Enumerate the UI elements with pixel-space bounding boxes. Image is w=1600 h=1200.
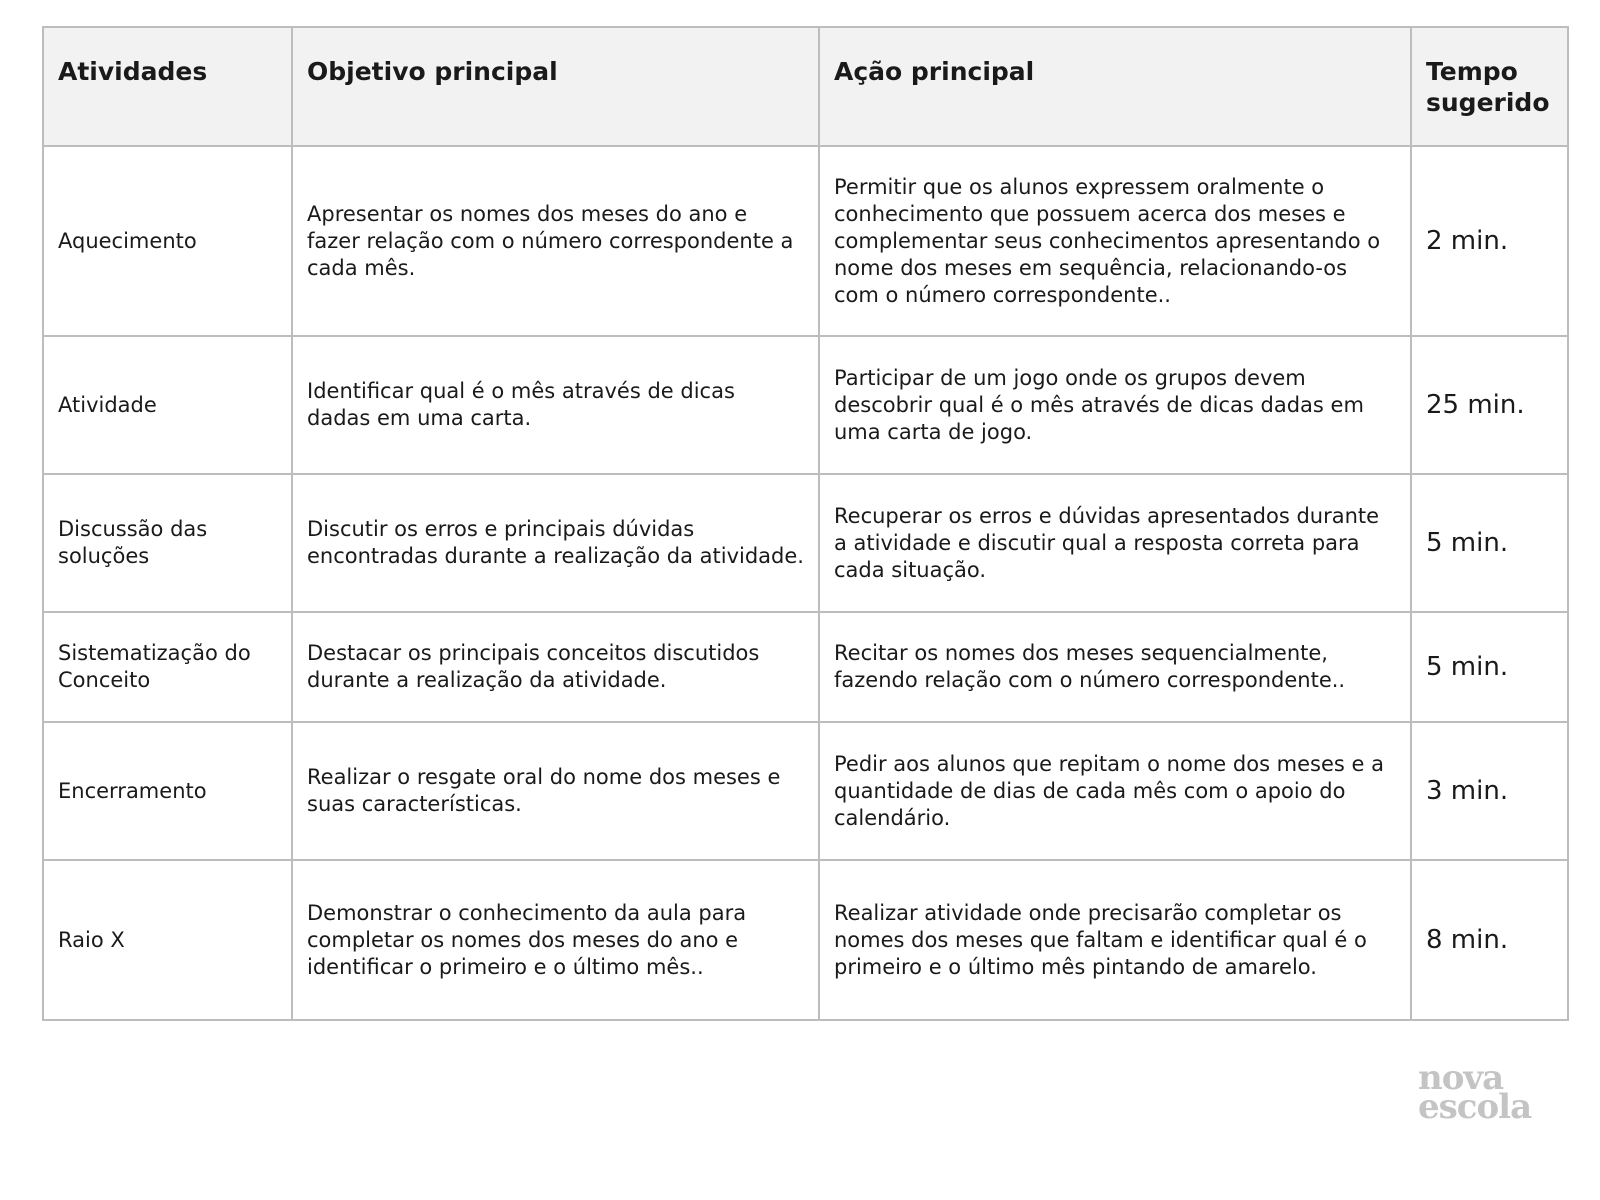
cell-objetivo: Demonstrar o conhecimento da aula para completar os nomes dos meses do ano e identificar o primeiro e o último mês.. <box>292 860 819 1020</box>
table-row <box>43 722 1568 860</box>
cell-tempo: 3 min. <box>1411 722 1568 860</box>
header-acao-principal: Ação principal <box>819 27 1411 146</box>
cell-tempo: 5 min. <box>1411 612 1568 722</box>
lesson-plan-table <box>42 26 1569 1021</box>
cell-objetivo: Destacar os principais conceitos discutidos durante a realização da atividade. <box>292 612 819 722</box>
nova-escola-logo <box>1418 1058 1538 1127</box>
cell-tempo: 5 min. <box>1411 474 1568 612</box>
table-row <box>43 612 1568 722</box>
cell-objetivo: Apresentar os nomes dos meses do ano e fazer relação com o número correspondente a cada mês. <box>292 146 819 336</box>
cell-atividade: Atividade <box>43 336 292 474</box>
cell-atividade: Aquecimento <box>43 146 292 336</box>
table-row <box>43 474 1568 612</box>
logo-line-2: escola <box>1418 1087 1532 1127</box>
cell-tempo: 8 min. <box>1411 860 1568 1020</box>
cell-atividade: Discussão das soluções <box>43 474 292 612</box>
header-tempo-sugerido: Tempo sugerido <box>1411 27 1568 146</box>
cell-acao: Realizar atividade onde precisarão completar os nomes dos meses que faltam e identificar qual é o primeiro e o último mês pintando de amarelo. <box>819 860 1411 1020</box>
cell-objetivo: Discutir os erros e principais dúvidas encontradas durante a realização da atividade. <box>292 474 819 612</box>
cell-objetivo: Identificar qual é o mês através de dicas dadas em uma carta. <box>292 336 819 474</box>
header-objetivo-principal: Objetivo principal <box>292 27 819 146</box>
cell-atividade: Sistematização do Conceito <box>43 612 292 722</box>
cell-objetivo: Realizar o resgate oral do nome dos meses e suas características. <box>292 722 819 860</box>
logo-line-1: nova <box>1418 1058 1504 1098</box>
table-row <box>43 336 1568 474</box>
cell-atividade: Encerramento <box>43 722 292 860</box>
cell-acao: Recuperar os erros e dúvidas apresentados durante a atividade e discutir qual a resposta correta para cada situação. <box>819 474 1411 612</box>
cell-acao: Recitar os nomes dos meses sequencialmente, fazendo relação com o número correspondente.. <box>819 612 1411 722</box>
cell-tempo: 25 min. <box>1411 336 1568 474</box>
table-row <box>43 146 1568 336</box>
table-header-row <box>43 27 1568 146</box>
header-atividades: Atividades <box>43 27 292 146</box>
cell-tempo: 2 min. <box>1411 146 1568 336</box>
cell-acao: Pedir aos alunos que repitam o nome dos meses e a quantidade de dias de cada mês com o apoio do calendário. <box>819 722 1411 860</box>
table-row <box>43 860 1568 1020</box>
cell-atividade: Raio X <box>43 860 292 1020</box>
cell-acao: Participar de um jogo onde os grupos devem descobrir qual é o mês através de dicas dadas em uma carta de jogo. <box>819 336 1411 474</box>
cell-acao: Permitir que os alunos expressem oralmente o conhecimento que possuem acerca dos meses e complementar seus conhecimentos apresentando o nome dos meses em sequência, relacionando-os com o número correspondente.. <box>819 146 1411 336</box>
